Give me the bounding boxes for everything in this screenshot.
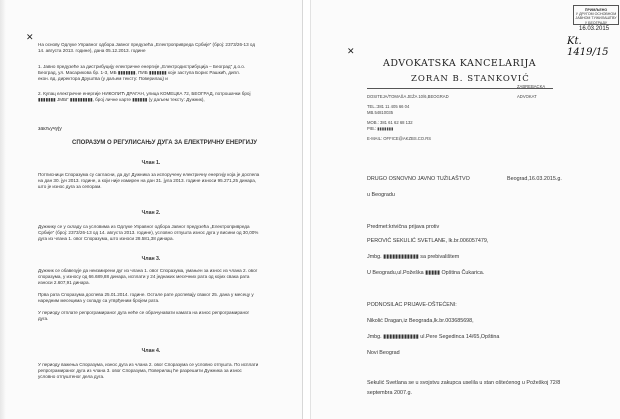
body-line: Sekulić Svetlana se u svojstvu zakupca uselila u stan oštećenog u Požeškoj 72/8 <box>367 380 561 386</box>
left-document-page <box>0 0 303 419</box>
recipient: DRUGO OSNOVNO JAVNO TUŽILAŠTVO <box>367 176 470 182</box>
article-line: износи 2.607,91 динара. <box>38 280 90 285</box>
header-email: E-MAIL: OFFICE@AKZBS.CO.RS <box>367 136 432 141</box>
body-line: septembra 2007.g. <box>367 390 412 396</box>
accused-jmbg: Jmbg. ▮▮▮▮▮▮▮▮▮▮▮▮ sa prebivalištem <box>367 254 460 260</box>
right-document-page <box>310 0 620 419</box>
article-line: дуга. <box>38 316 49 321</box>
stamp-date: 16.03.2015 <box>579 26 610 32</box>
letter-date: Beograd,16.03.2015.g. <box>507 176 562 182</box>
handwritten-mark: ✕ <box>26 32 34 42</box>
header-phone: TEL.:381 11 405 66 04 <box>367 104 410 109</box>
subject: Predmet:krivična prijava protiv <box>367 224 440 230</box>
article-line: репрограмираног дуга из члана 3. овог Споразума, Поверилац ће разрешити Дужника за износ <box>38 368 242 373</box>
article-heading: Члан 4. <box>141 348 161 354</box>
article-heading: Члан 3. <box>141 256 161 262</box>
article-line: Дужнику се у складу са условима из Одлуке Управног одбора Јавног предузећа „Електропривреда <box>38 224 250 229</box>
intro-line: екон. вд. директора Друштва (у даљем тексту: Поверилац) и <box>38 76 168 81</box>
article-line: споразума, у износу од 66.689,88 динара, исплати у 24 једнаких месечних рата од којих свака рата <box>38 274 250 279</box>
article-line: У периоду важења Споразума, износ дуга из члана 2. овог Споразума се условно отпушта. По исплати <box>38 362 259 367</box>
article-heading: Члан 1. <box>141 160 161 166</box>
accused-address: U Beogradu,ul.Požeška ▮▮▮▮▮ Opština Čukarica. <box>367 270 485 276</box>
accused: PEROVIĆ SEKULIĆ SVETLANE, lk.br.006057479, <box>367 238 489 244</box>
header-pib: PIB.: ▮▮▮▮▮▮▮ <box>367 126 394 131</box>
article-line: Прва рата Споразума доспева 25.01.2014. године. Остале рате доспевају сваког 25. дана у месецу у <box>38 292 254 297</box>
article-line: што је износ дуга за сепорам. <box>38 184 102 189</box>
article-line: Дужник се обавезује да неизмирени дуг из члана 1. овог Споразума, умањен за износ из члана 2. овог <box>38 268 258 273</box>
intro-line: 1. Јавно предузеће за дистрибуцију електричне енергије „Електродистрибуција – Београд" д.о.о. <box>38 64 246 69</box>
intro-line: 2. Купац електричне енергије НИКОЛИЋ ДРАГАН, улица КОМЕЦКА 72, БЕОГРАД, потрошачки број <box>38 91 251 96</box>
plaintiff-jmbg: Jmbg. ▮▮▮▮▮▮▮▮▮▮▮▮ ul.Pere Segedinca 14/65,Opština <box>367 334 500 340</box>
article-line: условно отпуштеног дела дуга. <box>38 374 105 379</box>
agreement-title: СПОРАЗУМ О РЕГУЛИСАЊУ ДУГА ЗА ЕЛЕКТРИЧНУ ЕНЕРГИЈУ <box>72 140 258 146</box>
recipient-city: u Beogradu <box>367 192 395 198</box>
header-mb: MB.54810035 <box>367 110 394 115</box>
lawyer-name: ZORAN B. STANKOVIĆ <box>411 74 530 84</box>
article-line: Потписници Споразума су сагласни, да дуг Дужника за испоручену електричну енергију која је доспела <box>38 172 260 177</box>
plaintiff-heading: PODNOSILAC PRIJAVE-OŠTEĆENI: <box>367 302 457 308</box>
header-mobile: MOB.: 381 61 62 68 132 <box>367 120 413 125</box>
article-heading: Члан 2. <box>141 210 161 216</box>
stamp-line: У БЕОГРАДУ <box>584 20 608 25</box>
header-address: DOSITEJA/TOMAŠA JEŽA 10/6,BEOGRAD <box>367 94 449 99</box>
header-extra: ZABREBACKA <box>517 84 546 89</box>
intro-line: 14. августа 2013. године), дана 05.12.2013. године <box>38 48 146 53</box>
intro-line: На основу Одлуке Управног одбора Јавног предузећа „Електропривреда Србије" (број: 2373/26-13 од <box>38 42 256 47</box>
article-line: дуга из члана 1. овог Споразума, што износи 28.581,38 динара. <box>38 236 174 241</box>
article-line: Србије" (број: 2373/26-13 од 14. августа 2013. године), условно отпушта износ дуга у висини од 30,00% <box>38 230 259 235</box>
intro-line: Београд, ул. Масарикова бр. 1-3, МБ ▮▮▮▮▮▮▮, ПИБ ▮▮▮▮▮▮▮ које заступа Борис Рашкић, дипл. <box>38 70 240 75</box>
received-stamp <box>573 5 619 25</box>
article-line: на дан 30. јун 2013. године, а који није измирен на дан 31. јула 2013. године износи 95.271,25 динара, <box>38 178 257 183</box>
article-line: наредним месецима у складу са утврђеним бројем рата. <box>38 298 160 303</box>
header-title: ADVOKAT <box>517 94 537 99</box>
article-line: У периоду отплате репрограмираног дуга неће се обрачунавати камата на износ репрограмираног <box>38 310 250 315</box>
plaintiff: Nikolić Dragan,iz Beograda,lk.br.003685698, <box>367 318 474 324</box>
intro-line: ▮▮▮▮▮▮▮ ЈМБГ ▮▮▮▮▮▮▮▮▮, број личне карте ▮▮▮▮▮▮ (у даљем тексту: Дужник), <box>38 97 205 102</box>
plaintiff-city: Novi Beograd <box>367 350 400 356</box>
stamp-line: ПРИМЉЕНО <box>584 8 608 12</box>
concludes-label: закључују <box>38 126 62 132</box>
stamp-line: У ДРУГОМ ОСНОВНОМ ЈАВНОМ ТУЖИЛАШТВУ <box>575 12 617 21</box>
case-number: Kt. 1419/15 <box>567 36 609 58</box>
firm-name: ADVOKATSKA KANCELARIJA <box>383 58 537 69</box>
handwritten-mark: ✕ <box>347 46 355 56</box>
